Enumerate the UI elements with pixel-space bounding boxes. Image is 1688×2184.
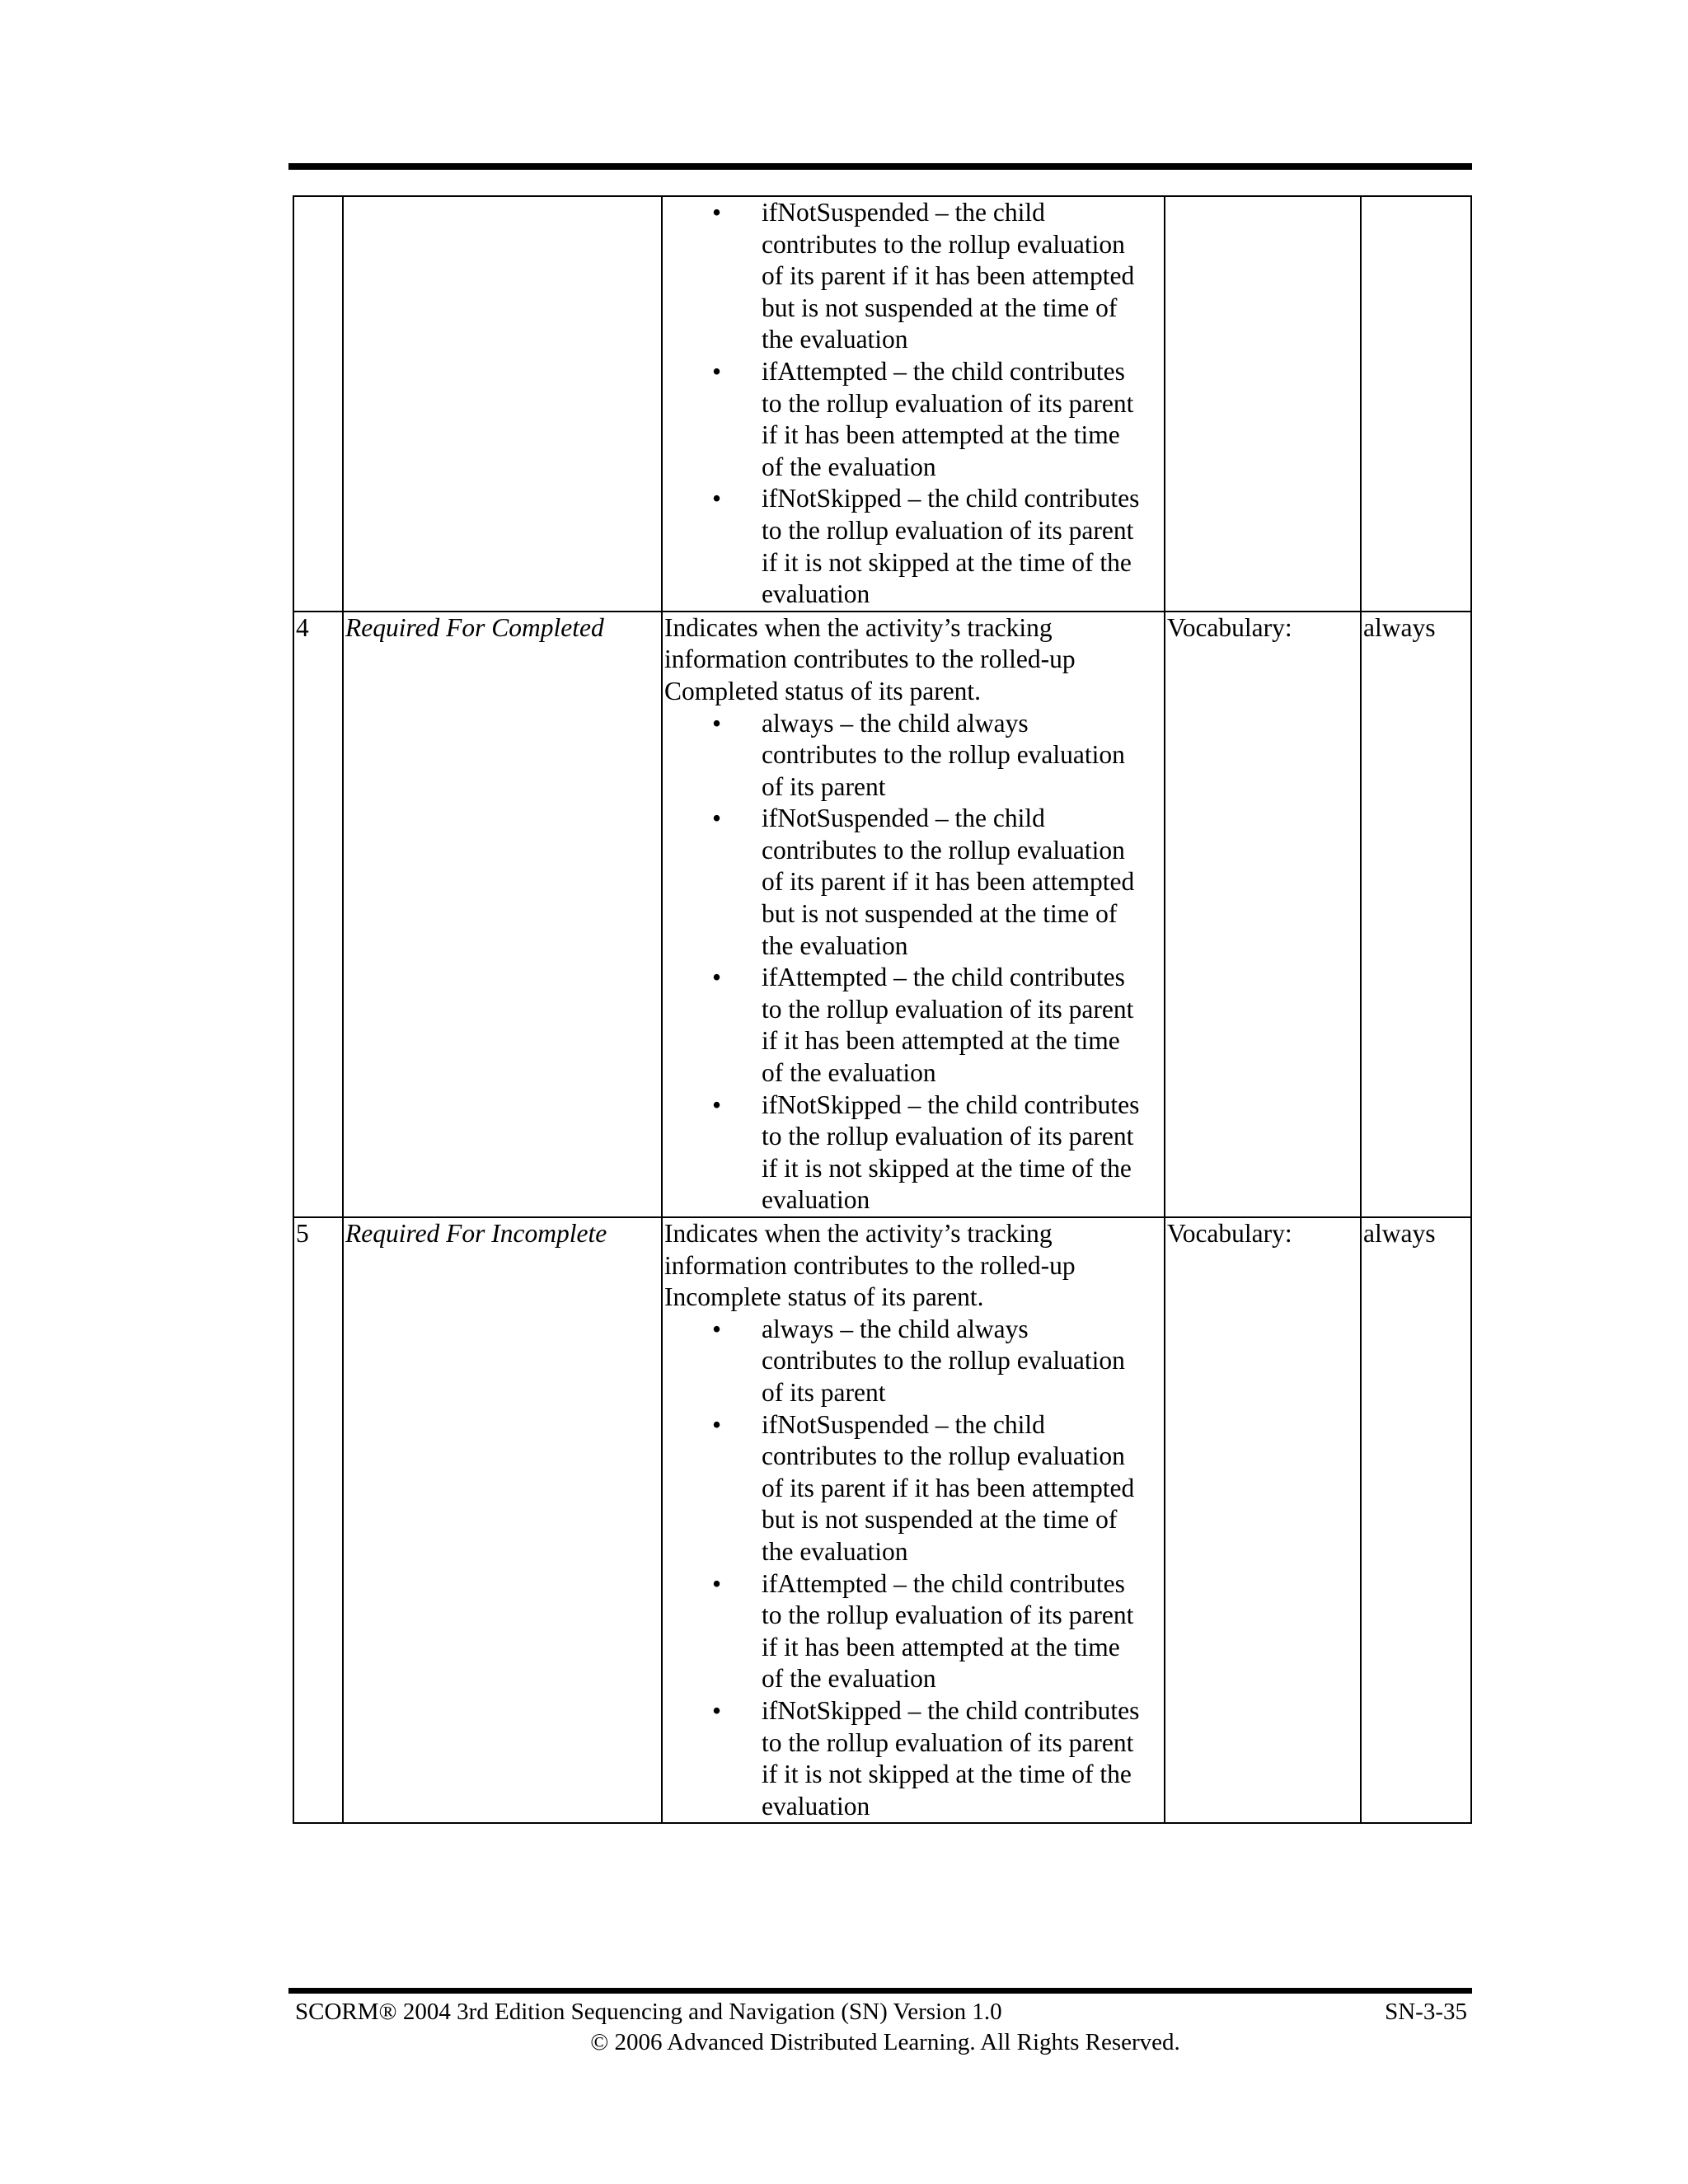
option-text: ifNotSuspended – the child contributes to the rollup evaluation of its parent if it has been attempted but is not suspended at the time of the evaluation	[762, 804, 1135, 960]
row-number: 4	[293, 612, 343, 1217]
value-space: Vocabulary:	[1165, 612, 1361, 1217]
default-value	[1361, 196, 1471, 612]
bullet-icon: •	[712, 484, 722, 513]
bullet-icon: •	[712, 963, 722, 992]
list-item	[664, 708, 1164, 804]
footer-copyright: © 2006 Advanced Distributed Learning. All Rights Reserved.	[590, 2029, 1180, 2055]
table-row	[293, 196, 1471, 612]
vocabulary-option-list	[664, 197, 1164, 611]
table-body	[293, 196, 1471, 1823]
default-value: always	[1361, 612, 1471, 1217]
bullet-icon: •	[712, 1695, 722, 1725]
option-text: ifNotSkipped – the child contributes to the rollup evaluation of its parent if it is not skipped at the time of the evaluation	[762, 484, 1140, 609]
option-text: ifNotSuspended – the child contributes to the rollup evaluation of its parent if it has been attempted but is not suspended at the time of the evaluation	[762, 1409, 1135, 1566]
option-text: ifAttempted – the child contributes to the rollup evaluation of its parent if it has been attempted at the time of the evaluation	[762, 1568, 1134, 1694]
list-item	[664, 803, 1164, 962]
bullet-icon: •	[712, 356, 722, 386]
element-description	[662, 196, 1165, 612]
element-description	[662, 612, 1165, 1217]
list-item	[664, 356, 1164, 483]
bullet-icon: •	[712, 1090, 722, 1119]
option-text: ifAttempted – the child contributes to the rollup evaluation of its parent if it has been attempted at the time of the evaluation	[762, 356, 1134, 481]
option-text: always – the child always contributes to the rollup evaluation of its parent	[762, 1314, 1125, 1407]
bullet-icon: •	[712, 198, 722, 227]
option-text: ifNotSkipped – the child contributes to the rollup evaluation of its parent if it is not skipped at the time of the evaluation	[762, 1090, 1140, 1215]
header-rule	[288, 163, 1472, 170]
list-item	[664, 1409, 1164, 1568]
row-number	[293, 196, 343, 612]
list-item	[664, 1568, 1164, 1695]
vocabulary-option-list	[664, 1314, 1164, 1823]
list-item	[664, 1314, 1164, 1409]
description-text: Indicates when the activity’s tracking information contributes to the rolled-up Incomplete status of its parent.	[664, 1219, 1076, 1312]
list-item	[664, 483, 1164, 610]
vocabulary-option-list	[664, 708, 1164, 1217]
table-row	[293, 612, 1471, 1217]
value-space: Vocabulary:	[1165, 1217, 1361, 1823]
table-row	[293, 1217, 1471, 1823]
default-value: always	[1361, 1217, 1471, 1823]
value-space	[1165, 196, 1361, 612]
bullet-icon: •	[712, 708, 722, 738]
element-table	[293, 195, 1472, 1824]
element-name: Required For Completed	[343, 612, 662, 1217]
footer-title: SCORM® 2004 3rd Edition Sequencing and Navigation (SN) Version 1.0	[295, 1999, 1002, 2025]
list-item	[664, 962, 1164, 1089]
bullet-icon: •	[712, 804, 722, 833]
option-text: ifNotSuspended – the child contributes to the rollup evaluation of its parent if it has been attempted but is not suspended at the time of the evaluation	[762, 198, 1135, 354]
element-description	[662, 1217, 1165, 1823]
bullet-icon: •	[712, 1409, 722, 1439]
row-number: 5	[293, 1217, 343, 1823]
bullet-icon: •	[712, 1314, 722, 1343]
option-text: always – the child always contributes to the rollup evaluation of its parent	[762, 708, 1125, 801]
option-text: ifAttempted – the child contributes to the rollup evaluation of its parent if it has been attempted at the time of the evaluation	[762, 963, 1134, 1088]
footer-rule	[288, 1988, 1472, 1994]
footer-page-number: SN-3-35	[1385, 1999, 1467, 2025]
element-name: Required For Incomplete	[343, 1217, 662, 1823]
bullet-icon: •	[712, 1568, 722, 1598]
element-name	[343, 196, 662, 612]
list-item	[664, 1090, 1164, 1216]
list-item	[664, 197, 1164, 356]
description-text: Indicates when the activity’s tracking information contributes to the rolled-up Completed status of its parent.	[664, 612, 1076, 705]
option-text: ifNotSkipped – the child contributes to the rollup evaluation of its parent if it is not skipped at the time of the evaluation	[762, 1695, 1140, 1821]
list-item	[664, 1695, 1164, 1822]
